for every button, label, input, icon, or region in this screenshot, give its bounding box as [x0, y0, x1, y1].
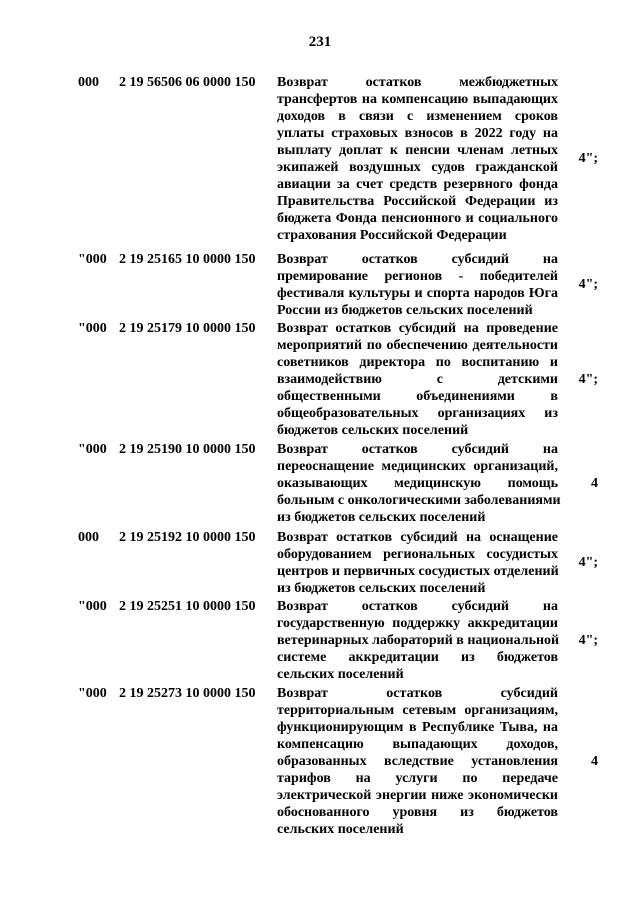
description-line: экипажей воздушных судов гражданской	[277, 160, 558, 175]
description-line: бюджетов сельских поселений	[277, 423, 469, 438]
row-description	[277, 529, 558, 597]
description-line: сельских поселений	[277, 822, 404, 837]
description-line: России из бюджетов сельских поселений	[277, 303, 533, 318]
description-line: фестиваля культуры и спорта народов Юга	[277, 286, 558, 301]
row-budget-code: 2 19 25165 10 0000 150	[119, 252, 256, 267]
description-line: из бюджетов сельских поселений	[277, 581, 486, 596]
row-code: 000	[78, 530, 99, 545]
description-line: выплату доплат к пенсии членам летных	[277, 143, 558, 158]
row-description	[277, 598, 558, 683]
description-line: страхования Российской Федерации	[277, 228, 507, 243]
description-line: Возврат остатков субсидий на	[277, 599, 558, 614]
row-code: "000	[78, 321, 107, 336]
row-description	[277, 320, 558, 439]
description-line: Возврат остатков субсидий на	[277, 442, 558, 457]
description-line: трансфертов на компенсацию выпадающих	[277, 92, 558, 107]
description-line: тарифов на услуги по передаче	[277, 771, 558, 786]
description-line: сельских поселений	[277, 667, 404, 682]
description-line: системе аккредитации из бюджетов	[277, 650, 558, 665]
row-description	[277, 251, 558, 319]
row-code: "000	[78, 686, 107, 701]
description-line: общеобразовательных организациях из	[277, 406, 558, 421]
description-line: государственную поддержку аккредитации	[277, 616, 558, 631]
description-line: ветеринарных лабораторий в национальной	[277, 633, 560, 648]
row-code: "000	[78, 252, 107, 267]
row-budget-code: 2 19 25192 10 0000 150	[119, 530, 256, 545]
row-description	[277, 74, 558, 244]
description-line: мероприятий по обеспечению деятельности	[277, 338, 558, 353]
description-line: функционирующим в Республике Тыва, на	[277, 720, 558, 735]
page-number: 231	[308, 34, 332, 50]
row-amount: 4";	[578, 151, 598, 166]
description-line: больным с онкологическими заболеваниями	[277, 493, 561, 508]
description-line: компенсацию выпадающих доходов,	[277, 737, 558, 752]
row-description	[277, 685, 558, 838]
description-line: Возврат остатков субсидий на оснащение	[277, 530, 558, 545]
row-budget-code: 2 19 25273 10 0000 150	[119, 686, 256, 701]
description-line: образованных вследствие установления	[277, 754, 558, 769]
row-code: "000	[78, 599, 107, 614]
description-line: Возврат остатков субсидий на	[277, 252, 558, 267]
row-code: 000	[78, 75, 99, 90]
row-amount: 4	[591, 754, 598, 769]
description-line: обоснованного уровня из бюджетов	[277, 805, 558, 820]
description-line: авиации за счет средств резервного фонда	[277, 177, 558, 192]
description-line: бюджета Фонда пенсионного и социального	[277, 211, 558, 226]
row-description	[277, 441, 561, 526]
description-line: Возврат остатков субсидий	[277, 686, 558, 701]
description-line: советников директора по воспитанию и	[277, 355, 558, 370]
description-line: центров и первичных сосудистых отделений	[277, 564, 559, 579]
description-line: оказывающих медицинскую помощь	[277, 476, 558, 491]
row-amount: 4";	[578, 555, 598, 570]
description-line: территориальным сетевым организациям,	[277, 703, 558, 718]
description-line: Возврат остатков субсидий на проведение	[277, 321, 558, 336]
description-line: общественными объединениями в	[277, 389, 558, 404]
description-line: из бюджетов сельских поселений	[277, 510, 486, 525]
row-amount: 4";	[578, 277, 598, 292]
description-line: электрической энергии ниже экономически	[277, 788, 558, 803]
description-line: доходов в связи с изменением сроков	[277, 109, 558, 124]
description-line: оборудованием региональных сосудистых	[277, 547, 558, 562]
row-amount: 4	[591, 476, 598, 491]
row-budget-code: 2 19 25251 10 0000 150	[119, 599, 256, 614]
row-code: "000	[78, 442, 107, 457]
description-line: взаимодействию с детскими	[277, 372, 558, 387]
row-budget-code: 2 19 56506 06 0000 150	[119, 75, 256, 90]
description-line: Правительства Российской Федерации из	[277, 194, 558, 209]
description-line: уплаты страховых взносов в 2022 году на	[277, 126, 558, 141]
row-amount: 4";	[578, 372, 598, 387]
description-line: премирование регионов - победителей	[277, 269, 558, 284]
row-amount: 4";	[578, 633, 598, 648]
row-budget-code: 2 19 25179 10 0000 150	[119, 321, 256, 336]
description-line: Возврат остатков межбюджетных	[277, 75, 558, 90]
description-line: переоснащение медицинских организаций,	[277, 459, 558, 474]
row-budget-code: 2 19 25190 10 0000 150	[119, 442, 256, 457]
